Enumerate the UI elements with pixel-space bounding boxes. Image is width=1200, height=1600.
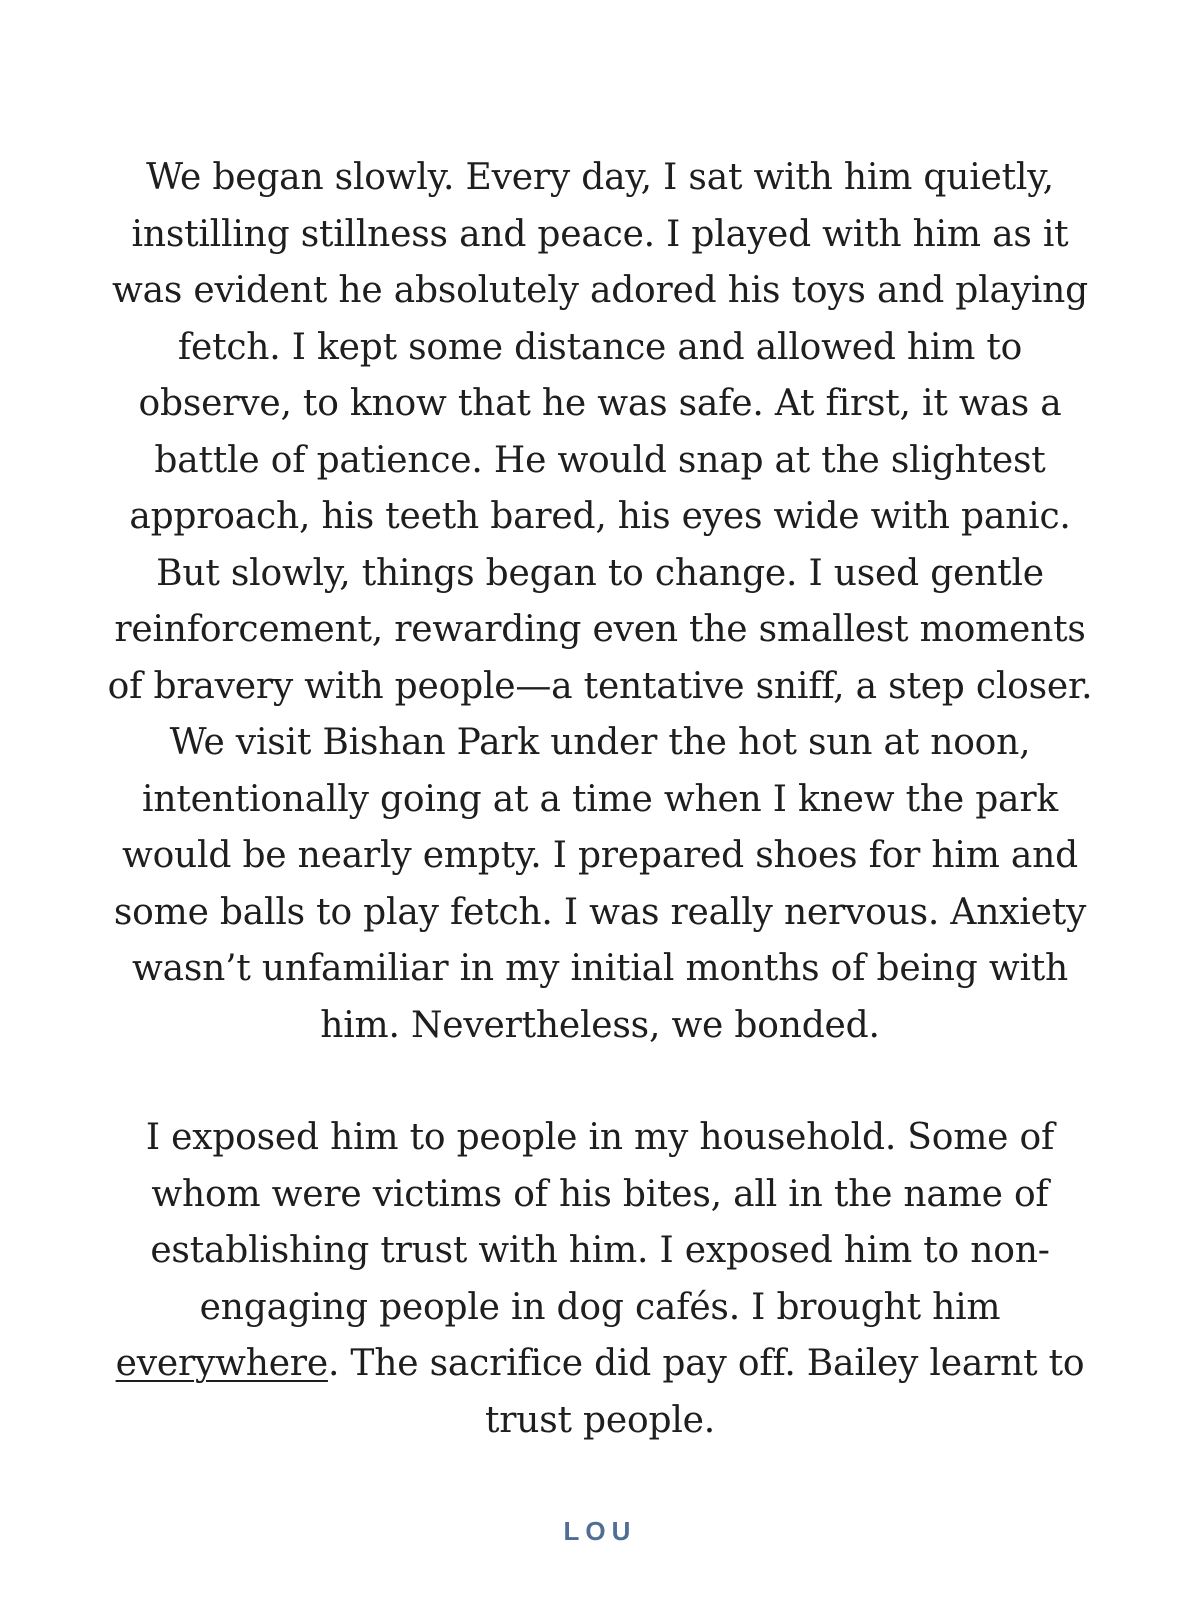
author-signature: LOU bbox=[563, 1516, 637, 1546]
paragraph-trust-text-end: . The sacrifice did pay off. Bailey learnt to trust people. bbox=[327, 1343, 1085, 1441]
story-text bbox=[100, 150, 1100, 1449]
emphasis-everywhere: everywhere bbox=[115, 1343, 328, 1384]
paragraph-bonding: We began slowly. Every day, I sat with him quietly, instilling stillness and peace. I played with him as it was evident he absolutely adored his toys and playing fetch. I kept some distance and allowed him to observe, to know that he was safe. At first, it was a battle of patience. He would snap at the slightest approach, his teeth bared, his eyes wide with panic. But slowly, things began to change. I used gentle reinforcement, rewarding even the smallest moments of bravery with people—a tentative sniff, a step closer. We visit Bishan Park under the hot sun at noon, intentionally going at a time when I knew the park would be nearly empty. I prepared shoes for him and some balls to play fetch. I was really nervous. Anxiety wasn’t unfamiliar in my initial months of being with him. Nevertheless, we bonded. bbox=[107, 157, 1093, 1046]
paragraph-trust-text-start: I exposed him to people in my household. Some of whom were victims of his bites, all in the name of establishing trust with him. I exposed him to non-engaging people in dog cafés. I brought him bbox=[145, 1117, 1055, 1328]
paragraph-trust bbox=[100, 1110, 1100, 1449]
